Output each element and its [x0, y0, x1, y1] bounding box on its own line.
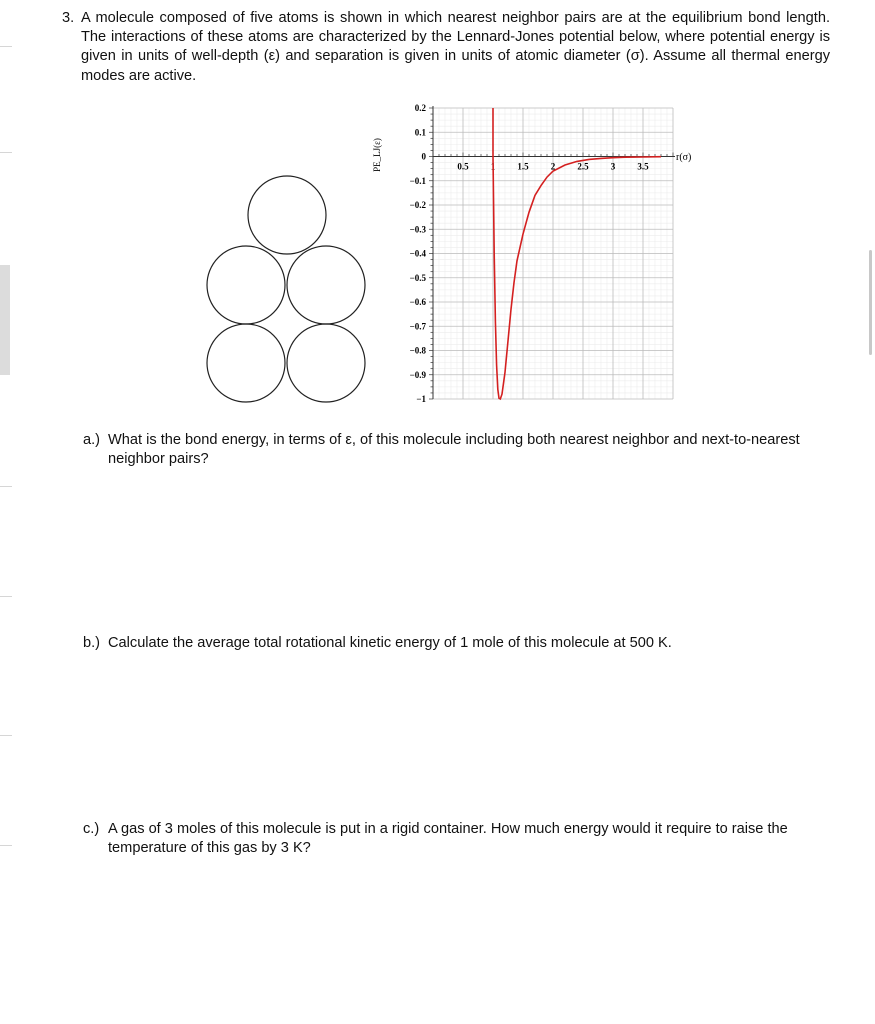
y-tick-label: −0.3	[409, 224, 426, 235]
margin-tick	[0, 845, 12, 846]
y-tick-label: −1	[416, 394, 426, 404]
question-b-label: b.)	[83, 635, 101, 651]
x-axis-label: r(σ)	[676, 152, 692, 163]
chart-axes	[429, 106, 675, 399]
x-tick-label: 0.5	[457, 161, 469, 172]
atom-middle-right	[287, 246, 365, 324]
x-tick-label: 2	[550, 161, 556, 172]
atom-bottom-left	[207, 324, 285, 402]
question-c-text: A gas of 3 moles of this molecule is put in a rigid container. How much energy would it require to raise the temperature of this gas by 3 K?	[108, 821, 788, 856]
y-tick-label: −0.2	[409, 200, 426, 210]
y-tick-label: −0.6	[409, 297, 426, 307]
y-tick-label: 0.2	[414, 103, 426, 113]
y-axis-label: PE_LJ(ε)	[372, 138, 382, 172]
x-tick-label: 1	[490, 161, 496, 172]
x-tick-label: 3	[610, 161, 616, 172]
problem-number: 3.	[62, 10, 75, 26]
y-tick-label: 0.1	[414, 127, 426, 138]
question-a	[83, 431, 833, 469]
atom-top	[248, 176, 326, 254]
y-tick-label: −0.9	[409, 369, 426, 380]
y-tick-label: −0.4	[409, 248, 426, 259]
margin-tick	[0, 486, 12, 487]
problem-text: A molecule composed of five atoms is shown in which nearest neighbor pairs are at the equilibrium bond length. The interactions of these atoms are characterized by the Lennard-Jones potential below, where potential energy is given in units of well-depth (ε) and separation is given in units of atomic diameter (σ). Assume all thermal energy modes are active.	[81, 10, 830, 84]
x-tick-label: 2.5	[577, 161, 589, 172]
question-b-text: Calculate the average total rotational kinetic energy of 1 mole of this molecule at 500 K.	[108, 635, 672, 651]
question-a-label: a.)	[83, 432, 101, 448]
lj-potential-chart	[360, 100, 710, 410]
question-a-text: What is the bond energy, in terms of ε, of this molecule including both nearest neighbor and next-to-nearest neighbor pairs?	[108, 432, 800, 467]
page-side-tab	[0, 265, 10, 375]
margin-tick	[0, 152, 12, 153]
y-tick-label: 0	[421, 151, 426, 162]
y-tick-label: −0.7	[409, 321, 426, 332]
molecule-diagram	[200, 170, 375, 410]
question-c-label: c.)	[83, 821, 100, 837]
x-tick-label: 3.5	[637, 161, 649, 172]
atom-bottom-right	[287, 324, 365, 402]
question-b	[83, 634, 833, 653]
margin-tick	[0, 735, 12, 736]
chart-grid	[433, 108, 673, 399]
scrollbar-thumb[interactable]	[869, 250, 872, 355]
y-tick-labels	[410, 103, 427, 404]
y-tick-label: −0.8	[409, 345, 426, 356]
atom-middle-left	[207, 246, 285, 324]
x-tick-labels	[457, 162, 649, 172]
problem-statement	[62, 9, 830, 86]
x-tick-label: 1.5	[517, 161, 529, 172]
y-tick-label: −0.5	[409, 272, 426, 283]
margin-tick	[0, 596, 12, 597]
question-c	[83, 820, 833, 858]
y-tick-label: −0.1	[409, 175, 426, 186]
margin-tick	[0, 46, 12, 47]
